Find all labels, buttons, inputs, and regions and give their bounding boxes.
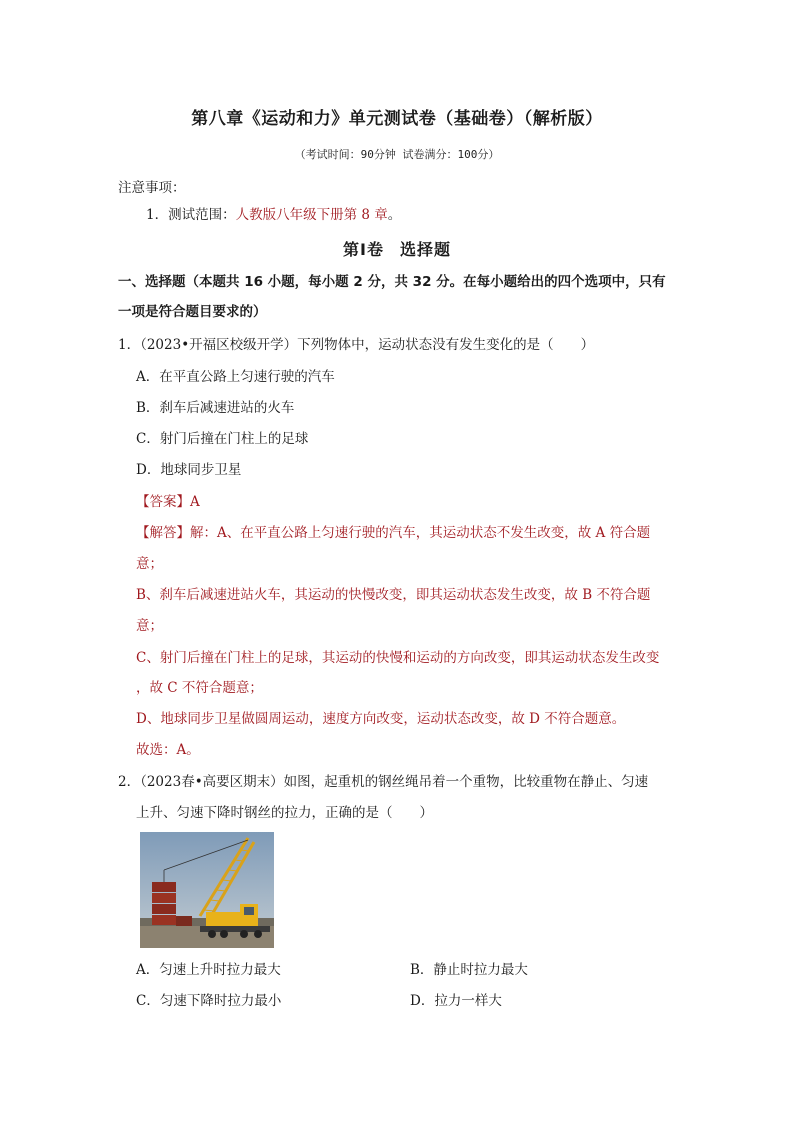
q2-stem-line1: 2．（2023春•高要区期末）如图，起重机的钢丝绳吊着一个重物，比较重物在静止、匀速 bbox=[118, 774, 649, 790]
q1-analysis-line2: 意； bbox=[136, 556, 163, 572]
q1-answer: 【答案】A bbox=[136, 494, 200, 510]
q2-option-b: B．静止时拉力最大 bbox=[410, 962, 528, 978]
q2-stem-line2: 上升、匀速下降时钢丝的拉力，正确的是（ ） bbox=[136, 805, 433, 821]
section-name: 选择题 bbox=[399, 240, 451, 259]
crane-photo bbox=[140, 832, 274, 948]
q1-option-b: B．刹车后减速进站的火车 bbox=[136, 400, 295, 416]
section-title bbox=[0, 237, 794, 260]
q2-option-d: D．拉力一样大 bbox=[410, 993, 502, 1009]
q2-option-c: C．匀速下降时拉力最小 bbox=[136, 993, 282, 1009]
part1-instructions-line1: 一、选择题（本题共 16 小题，每小题 2 分，共 32 分。在每小题给出的四个选项中，只有 bbox=[118, 274, 666, 290]
ground-weights bbox=[176, 916, 192, 926]
q1-analysis-line8: 故选：A。 bbox=[136, 742, 200, 758]
part1-instructions-line2: 一项是符合题目要求的） bbox=[118, 304, 267, 320]
notes-item-1-suffix: 。 bbox=[387, 207, 402, 223]
section-roman: 第Ⅰ卷 bbox=[343, 240, 384, 259]
q1-option-a: A．在平直公路上匀速行驶的汽车 bbox=[136, 369, 335, 385]
q1-option-d: D．地球同步卫星 bbox=[136, 462, 242, 478]
q1-option-c: C．射门后撞在门柱上的足球 bbox=[136, 431, 309, 447]
crane-illustration bbox=[140, 832, 274, 948]
document-title: 第八章《运动和力》单元测试卷（基础卷）（解析版） bbox=[191, 109, 603, 129]
q1-analysis-line5: C、射门后撞在门柱上的足球，其运动的快慢和运动的方向改变，即其运动状态发生改变 bbox=[136, 650, 660, 666]
q1-analysis-line4: 意； bbox=[136, 618, 163, 634]
q1-stem: 1．（2023•开福区校级开学）下列物体中，运动状态没有发生变化的是（ ） bbox=[118, 337, 595, 353]
notes-item-1 bbox=[146, 205, 401, 225]
q1-analysis-line6: ，故 C 不符合题意； bbox=[136, 680, 263, 696]
exam-info: （考试时间：90分钟 试卷满分：100分） bbox=[294, 148, 500, 161]
q1-analysis-line1: 【解答】解：A、在平直公路上匀速行驶的汽车，其运动状态不发生改变，故 A 符合题 bbox=[136, 525, 651, 541]
q1-analysis-line3: B、刹车后减速进站火车，其运动的快慢改变，即其运动状态发生改变，故 B 不符合题 bbox=[136, 587, 651, 603]
notes-heading: 注意事项： bbox=[118, 180, 186, 196]
notes-item-1-prefix: 1．测试范围： bbox=[146, 207, 236, 223]
q2-option-a: A．匀速上升时拉力最大 bbox=[136, 962, 281, 978]
q1-analysis-line7: D、地球同步卫星做圆周运动，速度方向改变，运动状态改变，故 D 不符合题意。 bbox=[136, 711, 626, 727]
notes-item-1-scope: 人教版八年级下册第 8 章 bbox=[235, 207, 388, 223]
